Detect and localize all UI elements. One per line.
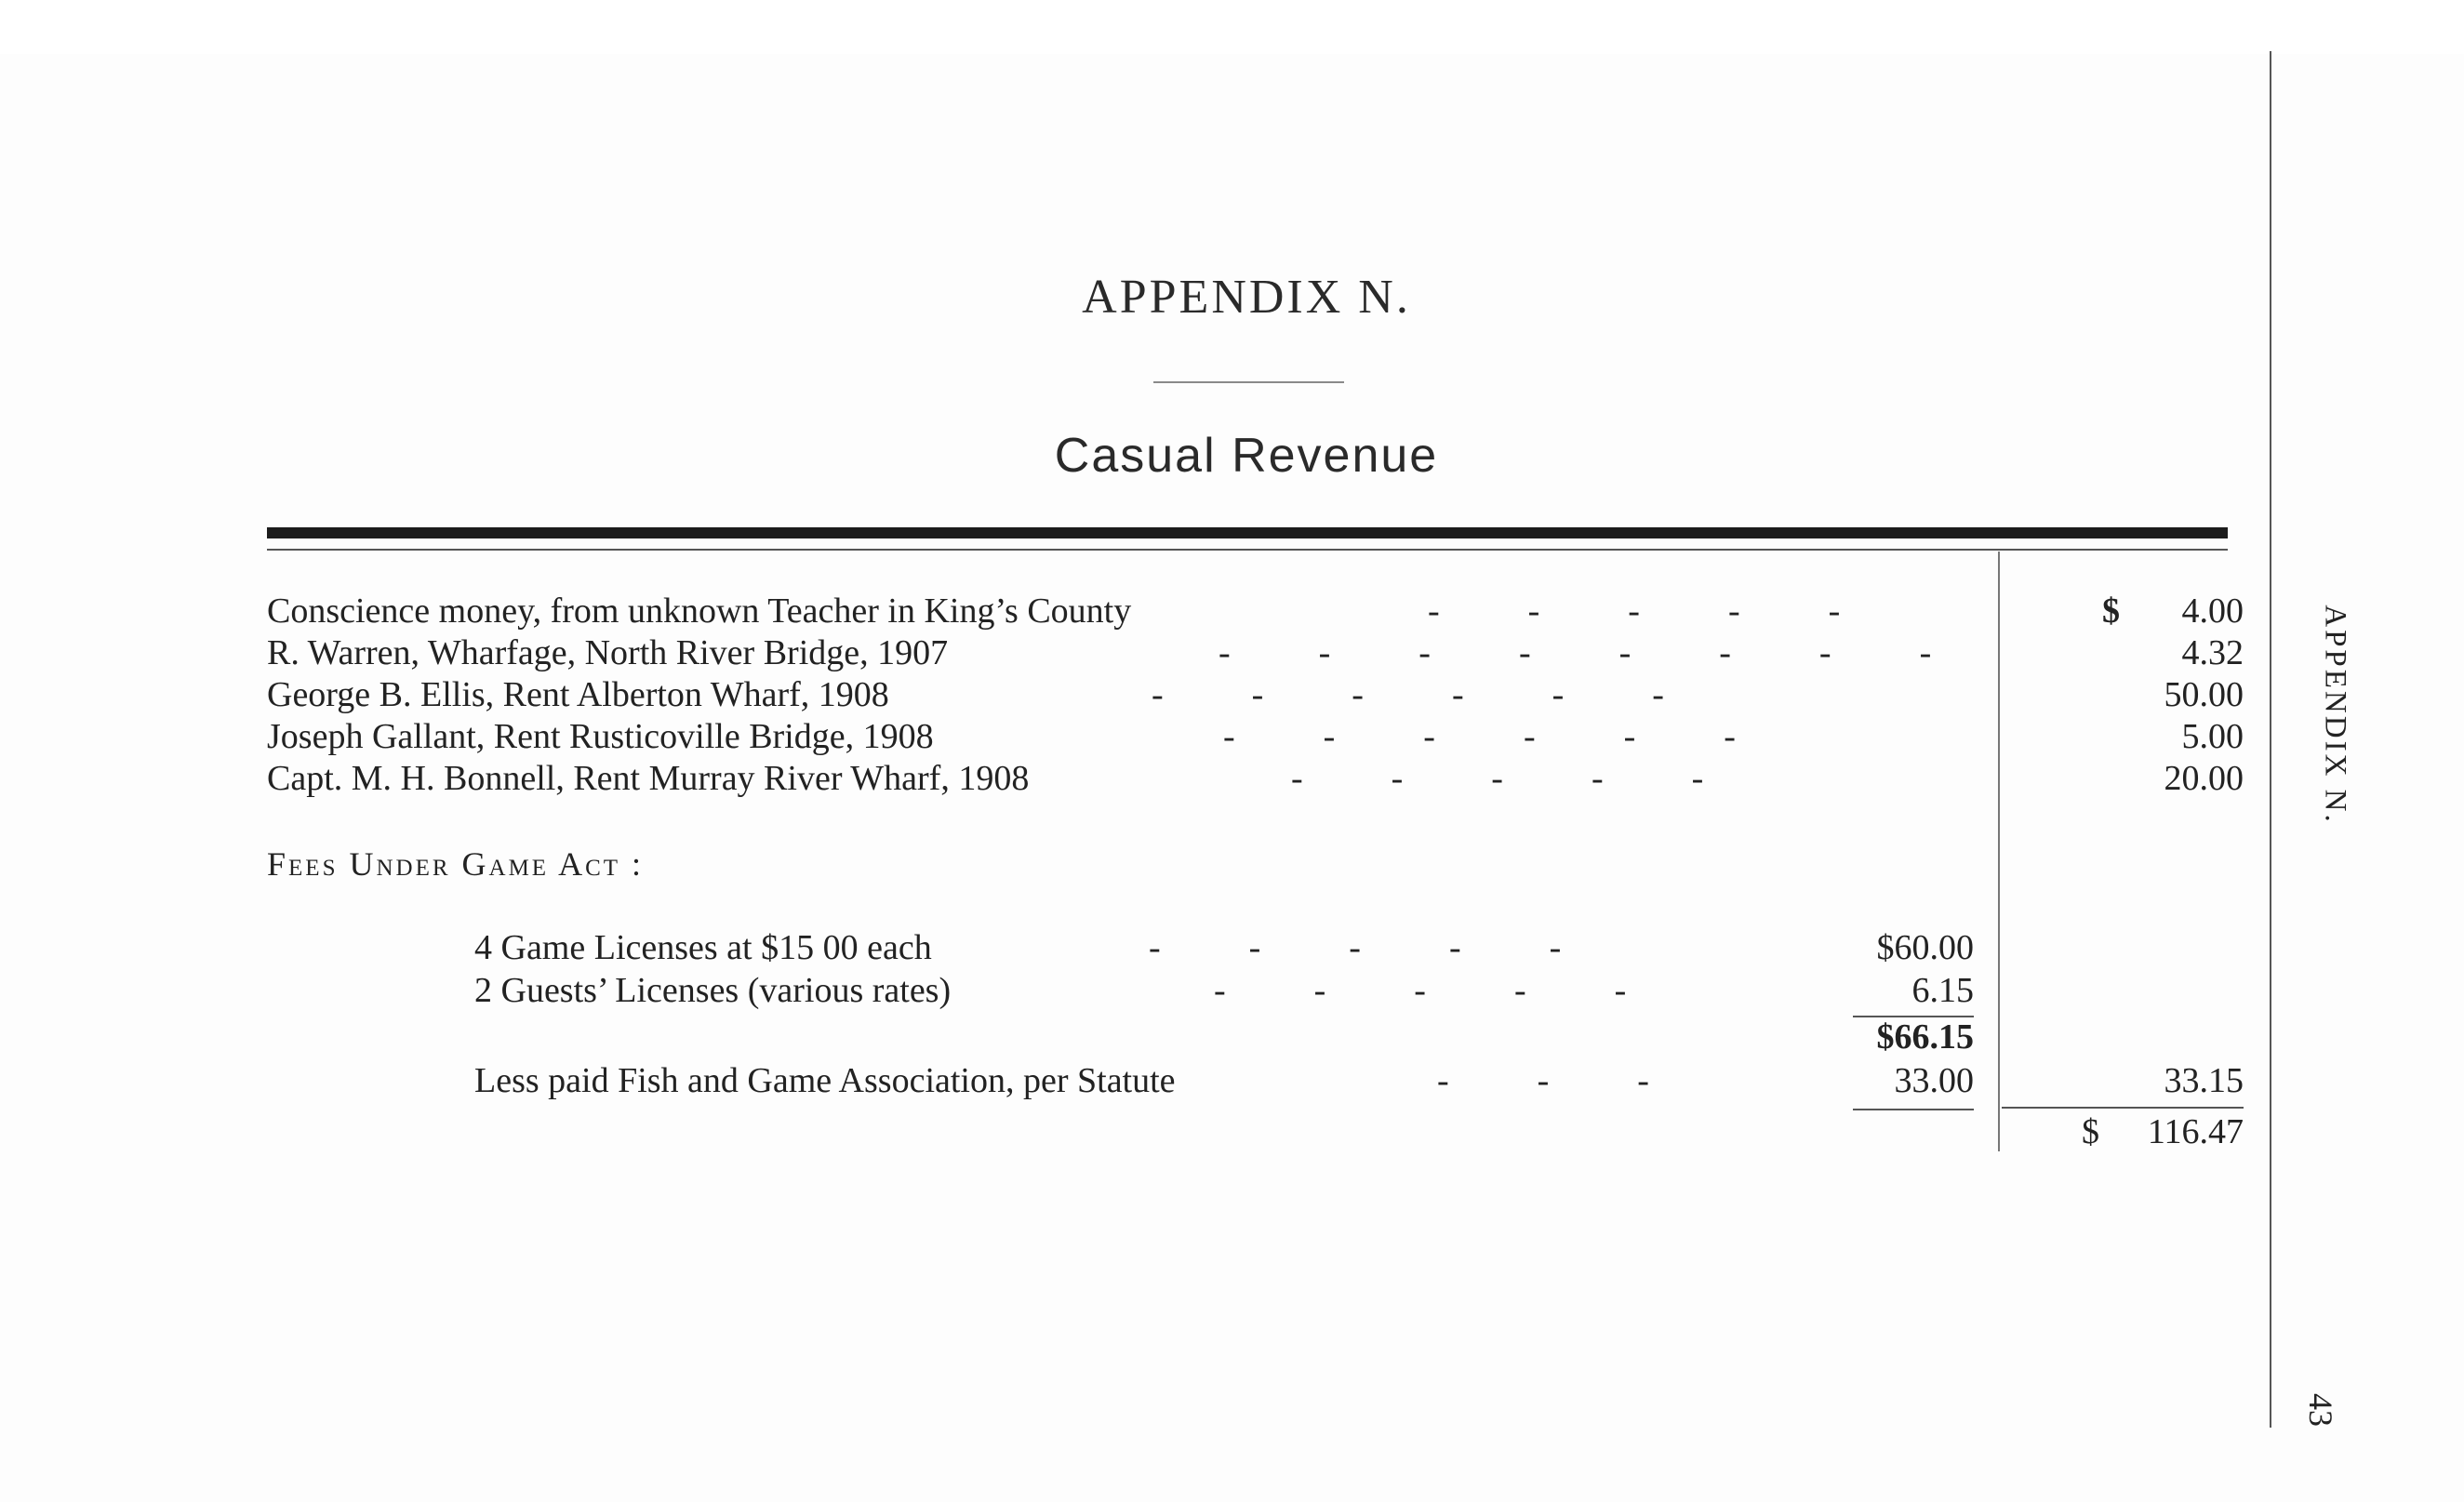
grand-total [2002,1111,2244,1152]
fee-row [0,927,2464,974]
entry-amount-value: 20.00 [2164,759,2244,798]
leader-dashes: - - - - - [1428,591,1841,631]
total-rule [2002,1107,2244,1109]
fee-description: 2 Guests’ Licenses (various rates) [474,971,952,1010]
entry-description: R. Warren, Wharfage, North River Bridge, 1907 [267,633,949,672]
fees-subtotal: $66.15 [1876,1017,1974,1057]
entry-amount [2002,674,2244,715]
subtotal-row [0,1017,2464,1063]
entry-description: George B. Ellis, Rent Alberton Wharf, 1908 [267,675,889,714]
entry-row [0,716,2464,763]
page-subtitle: Casual Revenue [1054,429,1439,483]
less-rule [1853,1109,1974,1110]
entry-amount [2002,591,2244,631]
entry-description: Conscience money, from unknown Teacher in King’s County [267,591,1132,631]
leader-dashes: - - - - - - [1152,675,1664,714]
leader-dashes: - - - - - - [1223,717,1736,756]
fee-amount: $60.00 [1876,928,1974,967]
less-description: Less paid Fish and Game Association, per Statute [474,1061,1176,1100]
fee-amount: 6.15 [1911,971,1974,1010]
fee-description: 4 Game Licenses at $15 00 each [474,928,932,967]
entry-description: Capt. M. H. Bonnell, Rent Murray River Wharf, 1908 [267,759,1030,798]
entry-row [0,674,2464,721]
leader-dashes: - - - - - [1214,971,1627,1010]
total-currency: $ [2082,1112,2099,1151]
entry-currency: $ [2102,591,2120,631]
side-running-head [2270,595,2400,837]
table-top-thick-rule [267,527,2228,538]
page-number [2279,1390,2363,1437]
less-amount: 33.00 [1894,1061,1974,1100]
entry-amount [2002,632,2244,673]
total-amount: 116.47 [2147,1112,2244,1151]
entry-row [0,758,2464,804]
fees-heading: Fees Under Game Act : [267,845,645,883]
entry-amount [2002,716,2244,757]
leader-dashes: - - - - - [1149,928,1562,967]
total-row [0,1111,2464,1158]
fee-row [0,970,2464,1017]
page-title: APPENDIX N. [1082,271,1411,324]
leader-dashes: - - - - - [1291,759,1704,798]
entry-amount-value: 50.00 [2164,675,2244,714]
leader-dashes: - - - [1437,1061,1649,1100]
page-top-band [0,0,2464,54]
page-number-text: 43 [2302,1393,2339,1427]
entry-amount-value: 5.00 [2181,717,2244,756]
title-divider [1153,381,1344,383]
fees-net-amount: 33.15 [2164,1061,2244,1100]
less-row [0,1060,2464,1107]
entry-row [0,632,2464,679]
entry-amount-value: 4.00 [2181,591,2244,631]
entry-amount [2002,758,2244,799]
side-running-head-text: APPENDIX N. [2318,605,2352,825]
entry-row [0,591,2464,637]
table-top-thin-rule [267,549,2228,551]
entry-amount-value: 4.32 [2181,633,2244,672]
entry-description: Joseph Gallant, Rent Rusticoville Bridge, 1908 [267,717,934,756]
leader-dashes: - - - - - - - - [1219,633,1932,672]
